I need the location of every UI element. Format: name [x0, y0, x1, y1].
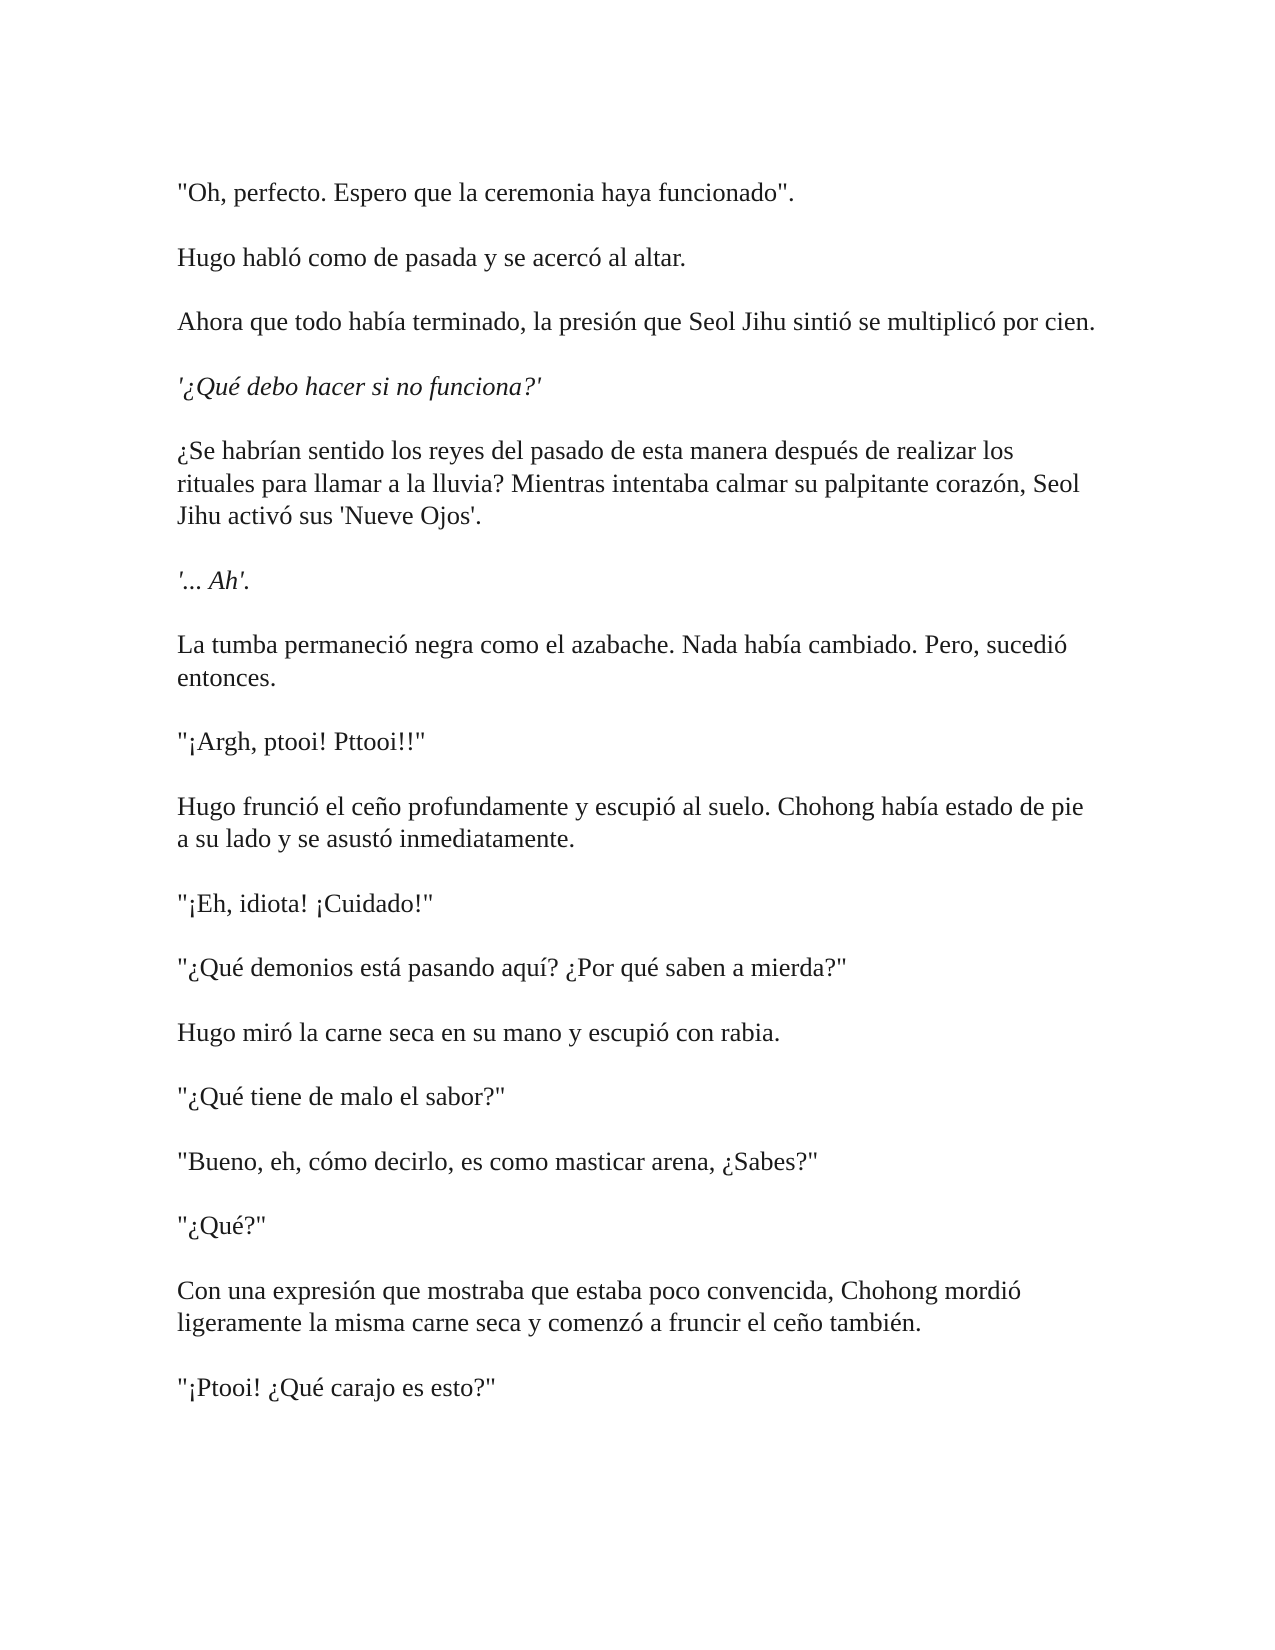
paragraph-15-dialogue: "¿Qué?" — [177, 1210, 267, 1240]
paragraph-6-thought: '... Ah'. — [177, 564, 251, 595]
paragraph-7: La tumba permaneció negra como el azabache. Nada había cambiado. Pero, sucedió entonces. — [177, 629, 1068, 692]
paragraph-4-thought: '¿Qué debo hacer si no funciona?' — [177, 370, 541, 401]
paragraph-16: Con una expresión que mostraba que estaba poco convencida, Chohong mordió ligeramente la misma carne seca y comenzó a fruncir el ceño también. — [177, 1274, 1022, 1337]
paragraph-10-dialogue: "¡Eh, idiota! ¡Cuidado!" — [177, 887, 434, 918]
paragraph-17-dialogue: "¡Ptooi! ¿Qué carajo es esto?" — [177, 1371, 496, 1402]
paragraph-3: Ahora que todo había terminado, la presión que Seol Jihu sintió se multiplicó por cien. — [177, 306, 1096, 336]
paragraph-11-dialogue: "¿Qué demonios está pasando aquí? ¿Por qué saben a mierda?" — [177, 952, 847, 982]
paragraph-5: ¿Se habrían sentido los reyes del pasado de esta manera después de realizar los rituales para llamar a la lluvia? Mientras intentaba calmar su palpitante corazón, Seol Jihu activó sus 'Nueve Ojos'. — [177, 435, 1080, 530]
document-body — [177, 176, 1097, 1435]
paragraph-1: "Oh, perfecto. Espero que la ceremonia haya funcionado". — [177, 177, 795, 207]
paragraph-13-dialogue: "¿Qué tiene de malo el sabor?" — [177, 1081, 506, 1111]
paragraph-8-dialogue: "¡Argh, ptooi! Pttooi!!" — [177, 726, 426, 756]
paragraph-2: Hugo habló como de pasada y se acercó al altar. — [177, 241, 687, 272]
paragraph-9: Hugo frunció el ceño profundamente y escupió al suelo. Chohong había estado de pie a su lado y se asustó inmediatamente. — [177, 790, 1084, 853]
paragraph-14-dialogue: "Bueno, eh, cómo decirlo, es como masticar arena, ¿Sabes?" — [177, 1145, 819, 1176]
paragraph-12: Hugo miró la carne seca en su mano y escupió con rabia. — [177, 1016, 781, 1047]
